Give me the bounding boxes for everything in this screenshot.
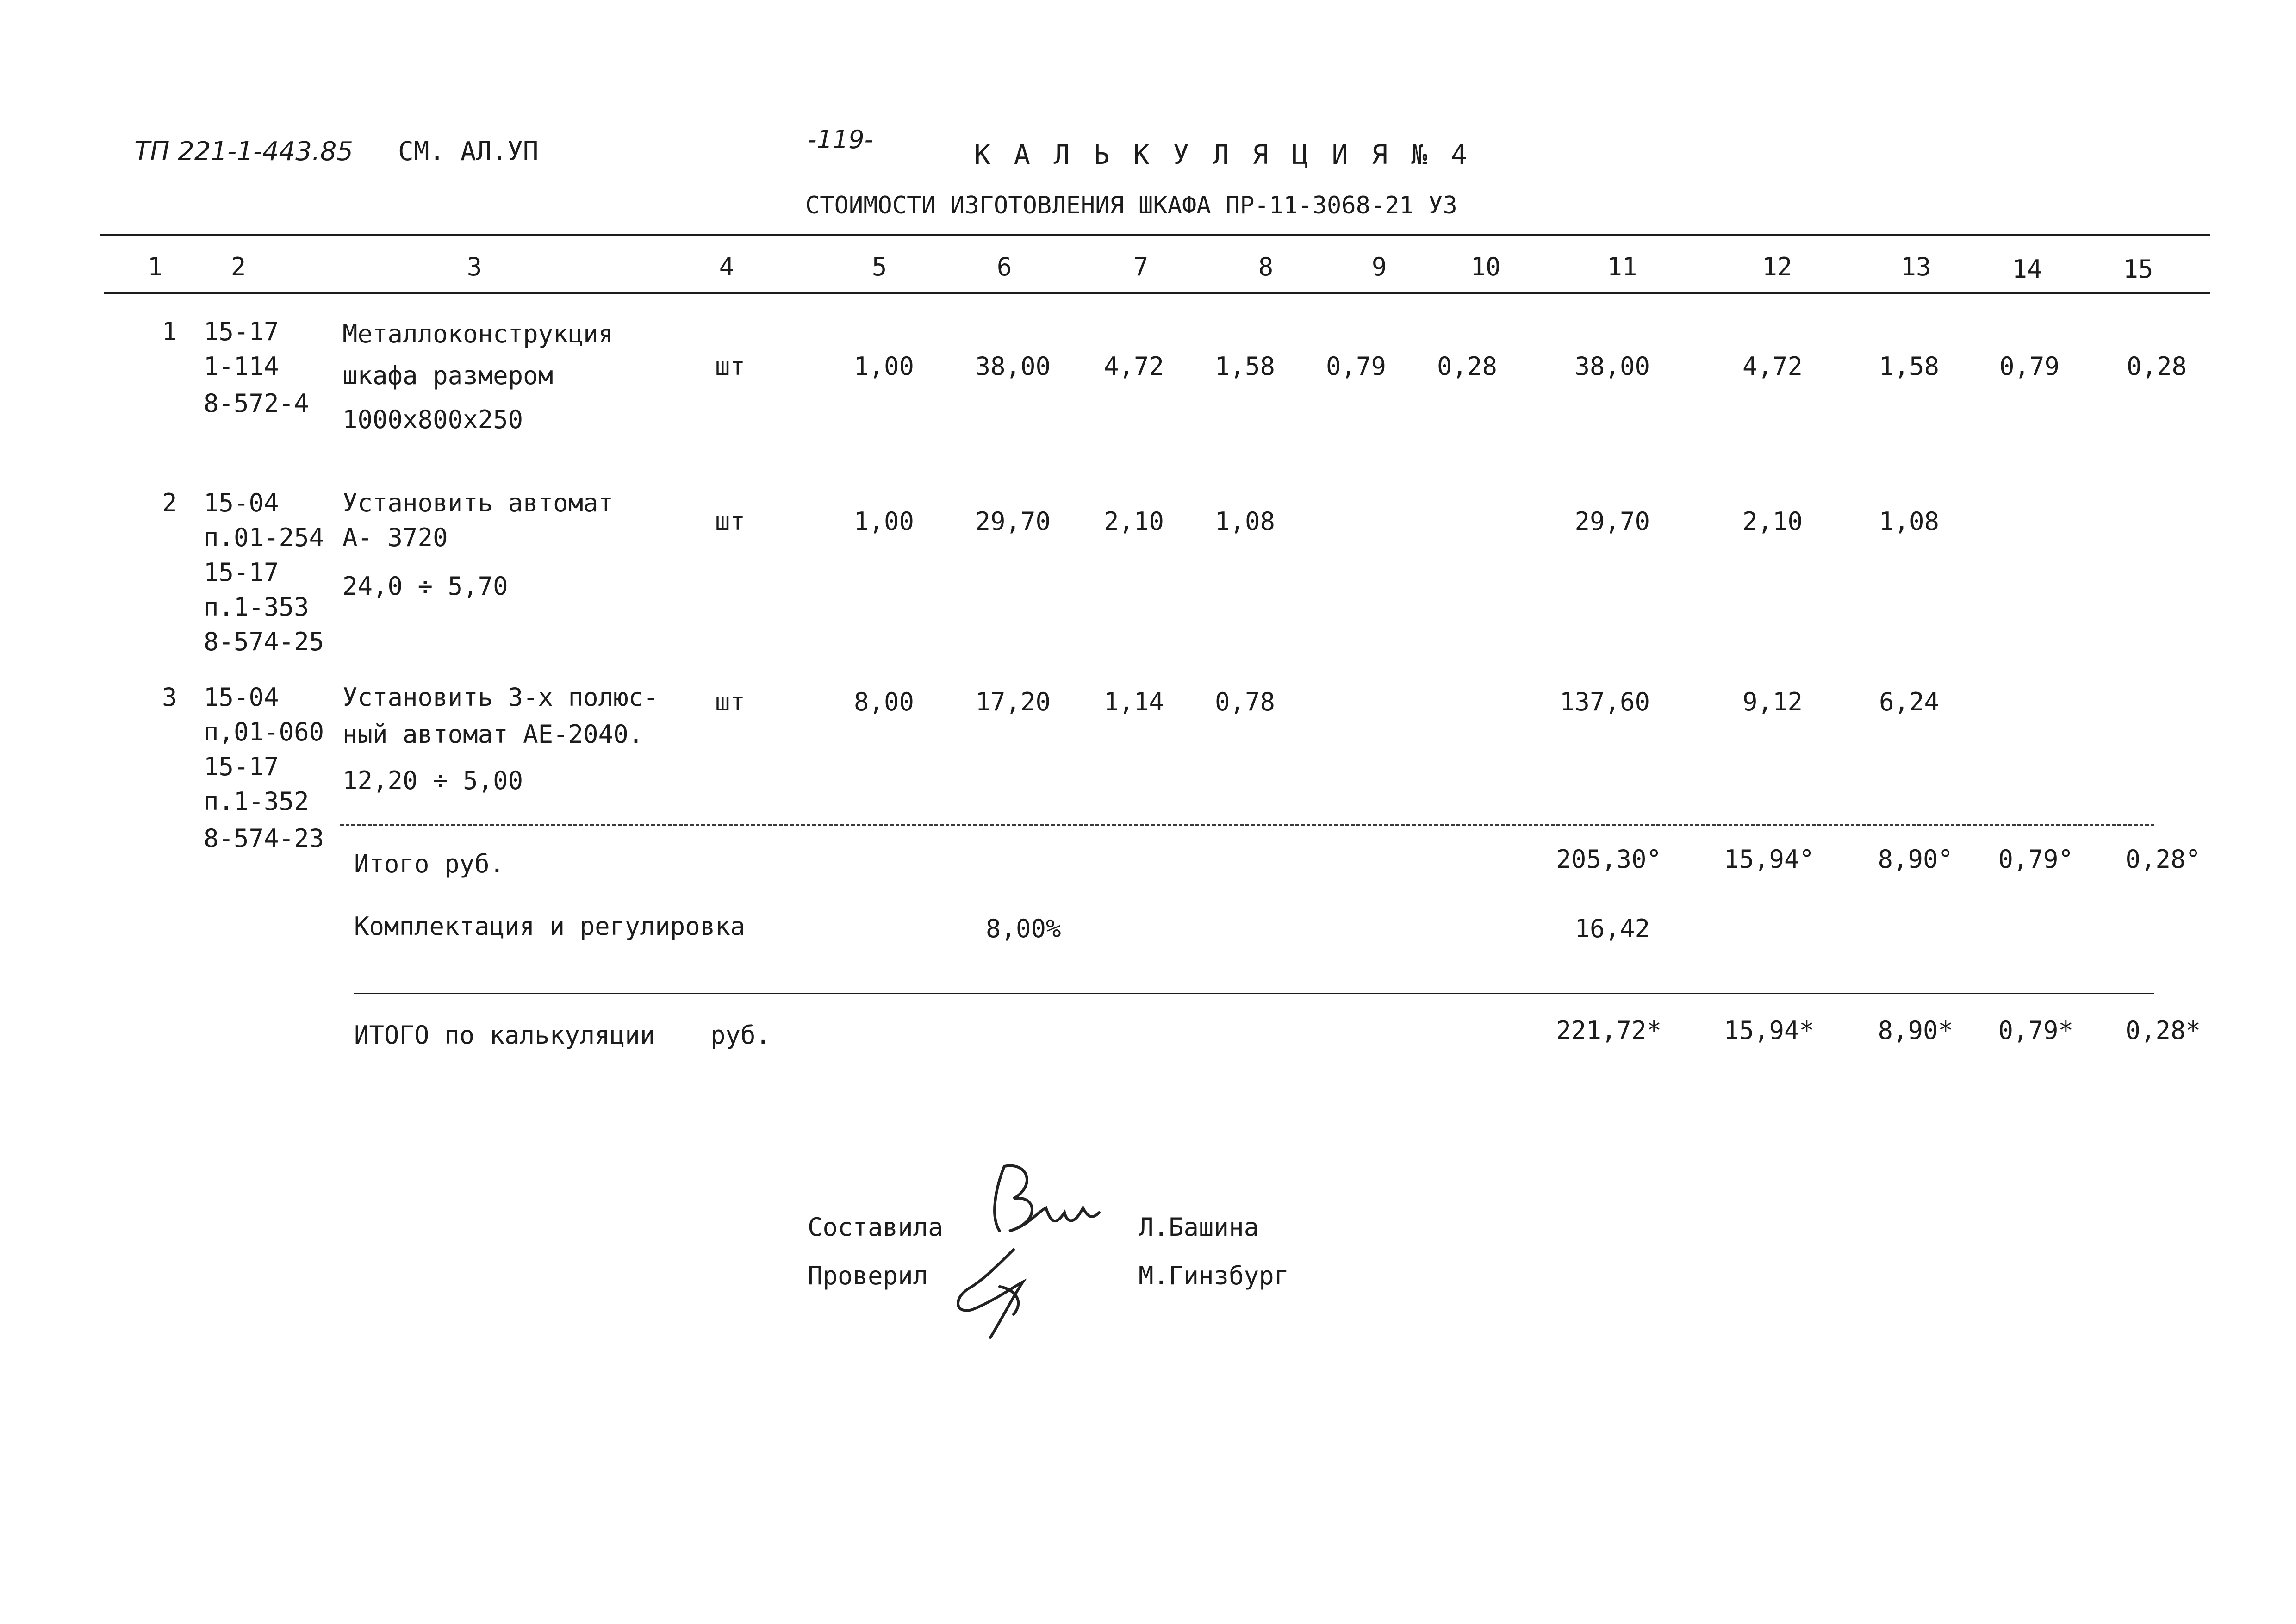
cell-value: 2,10 <box>1742 507 1803 536</box>
sheet-reference: СМ. АЛ.УП <box>398 137 539 167</box>
quantity: 1,00 <box>853 352 914 381</box>
norm-code: п.01-254 <box>204 523 324 552</box>
norm-code: 1-114 <box>204 352 279 381</box>
cell-value: 1,14 <box>1103 687 1164 716</box>
assembly-percent: 8,00% <box>986 914 1061 943</box>
column-header: 2 <box>230 252 246 281</box>
unit: шт <box>715 352 746 381</box>
column-header: 5 <box>871 252 887 281</box>
item-description: шкафа размером <box>342 361 554 390</box>
cell-value: 29,70 <box>975 507 1051 536</box>
document-code: ТП 221-1-443.85 <box>134 137 353 167</box>
norm-code: п.1-353 <box>204 592 309 622</box>
cell-value: 0,28 <box>1437 352 1497 381</box>
cell-value: 0,28 <box>2126 352 2187 381</box>
compiled-by-name: Л.Башина <box>1139 1213 1259 1242</box>
row-number: 3 <box>162 683 177 712</box>
column-header: 10 <box>1470 252 1501 281</box>
norm-code: 8-572-4 <box>204 389 309 418</box>
item-description: 24,0 ÷ 5,70 <box>342 572 508 601</box>
column-header: 14 <box>2012 255 2042 284</box>
page-number: -119- <box>808 125 874 154</box>
column-header: 13 <box>1901 252 1931 281</box>
cell-value: 17,20 <box>975 687 1051 716</box>
column-header: 12 <box>1762 252 1792 281</box>
total-unit: руб. <box>710 1020 771 1050</box>
signature-checked <box>944 1245 1051 1342</box>
column-header: 8 <box>1258 252 1274 281</box>
unit: шт <box>715 687 746 716</box>
cell-value: 9,12 <box>1742 687 1803 716</box>
document-subtitle: СТОИМОСТИ ИЗГОТОВЛЕНИЯ ШКАФА ПР-11-3068-21 УЗ <box>805 192 1457 219</box>
column-header: 11 <box>1607 252 1637 281</box>
compiled-by-label: Составила <box>808 1213 943 1242</box>
row-number: 2 <box>162 488 177 517</box>
item-description: 12,20 ÷ 5,00 <box>342 766 523 795</box>
row-number: 1 <box>162 317 177 346</box>
cell-value: 8,90* <box>1878 1016 1953 1045</box>
cell-value: 0,79* <box>1998 1016 2073 1045</box>
column-header: 7 <box>1133 252 1149 281</box>
cell-value: 0,79 <box>1999 352 2060 381</box>
item-description: ный автомат АЕ-2040. <box>342 720 644 749</box>
norm-code: 8-574-25 <box>204 627 324 656</box>
cell-value: 1,58 <box>1214 352 1275 381</box>
cell-value: 0,79° <box>1998 845 2073 874</box>
cell-value: 205,30° <box>1556 845 1661 874</box>
cell-value: 2,10 <box>1103 507 1164 536</box>
item-description: 1000х800х250 <box>342 405 523 434</box>
cell-value: 38,00 <box>975 352 1051 381</box>
item-description: Металлоконструкция <box>342 319 614 348</box>
cell-value: 0,78 <box>1214 687 1275 716</box>
column-header: 6 <box>996 252 1012 281</box>
column-header: 3 <box>467 252 482 281</box>
unit: шт <box>715 507 746 536</box>
quantity: 8,00 <box>853 687 914 716</box>
document-title: К А Л Ь К У Л Я Ц И Я № 4 <box>974 139 1471 170</box>
cell-value: 1,08 <box>1214 507 1275 536</box>
norm-code: п.1-352 <box>204 787 309 816</box>
cell-value: 16,42 <box>1574 914 1650 943</box>
quantity: 1,00 <box>853 507 914 536</box>
total-divider <box>354 993 2154 994</box>
table-top-rule <box>100 234 2210 236</box>
assembly-label: Комплектация и регулировка <box>354 912 746 941</box>
column-header: 9 <box>1371 252 1387 281</box>
subtotal-divider <box>340 824 2154 826</box>
item-description: А- 3720 <box>342 523 448 552</box>
item-description: Установить автомат <box>342 488 614 517</box>
cell-value: 8,90° <box>1878 845 1953 874</box>
norm-code: 15-17 <box>204 317 279 346</box>
signature-compiled <box>986 1157 1106 1245</box>
norm-code: 15-04 <box>204 683 279 712</box>
cell-value: 29,70 <box>1574 507 1650 536</box>
cell-value: 38,00 <box>1574 352 1650 381</box>
cell-value: 15,94* <box>1724 1016 1814 1045</box>
cell-value: 0,79 <box>1325 352 1386 381</box>
cell-value: 0,28° <box>2125 845 2201 874</box>
total-label: ИТОГО по калькуляции <box>354 1020 655 1050</box>
cell-value: 221,72* <box>1556 1016 1661 1045</box>
subtotal-label: Итого руб. <box>354 849 505 878</box>
norm-code: 15-17 <box>204 558 279 587</box>
column-header: 4 <box>719 252 734 281</box>
norm-code: 8-574-23 <box>204 824 324 853</box>
norm-code: 15-04 <box>204 488 279 517</box>
table-header-rule <box>104 292 2210 294</box>
norm-code: п,01-060 <box>204 717 324 747</box>
cell-value: 1,58 <box>1879 352 1939 381</box>
cell-value: 4,72 <box>1742 352 1803 381</box>
cell-value: 1,08 <box>1879 507 1939 536</box>
checked-by-name: М.Гинзбург <box>1139 1261 1289 1290</box>
item-description: Установить 3-х полюс- <box>342 683 659 712</box>
cell-value: 4,72 <box>1103 352 1164 381</box>
norm-code: 15-17 <box>204 752 279 781</box>
column-header: 15 <box>2123 255 2153 284</box>
column-header: 1 <box>147 252 163 281</box>
checked-by-label: Проверил <box>808 1261 928 1290</box>
cell-value: 137,60 <box>1559 687 1650 716</box>
cell-value: 15,94° <box>1724 845 1814 874</box>
cell-value: 0,28* <box>2125 1016 2201 1045</box>
cell-value: 6,24 <box>1879 687 1939 716</box>
